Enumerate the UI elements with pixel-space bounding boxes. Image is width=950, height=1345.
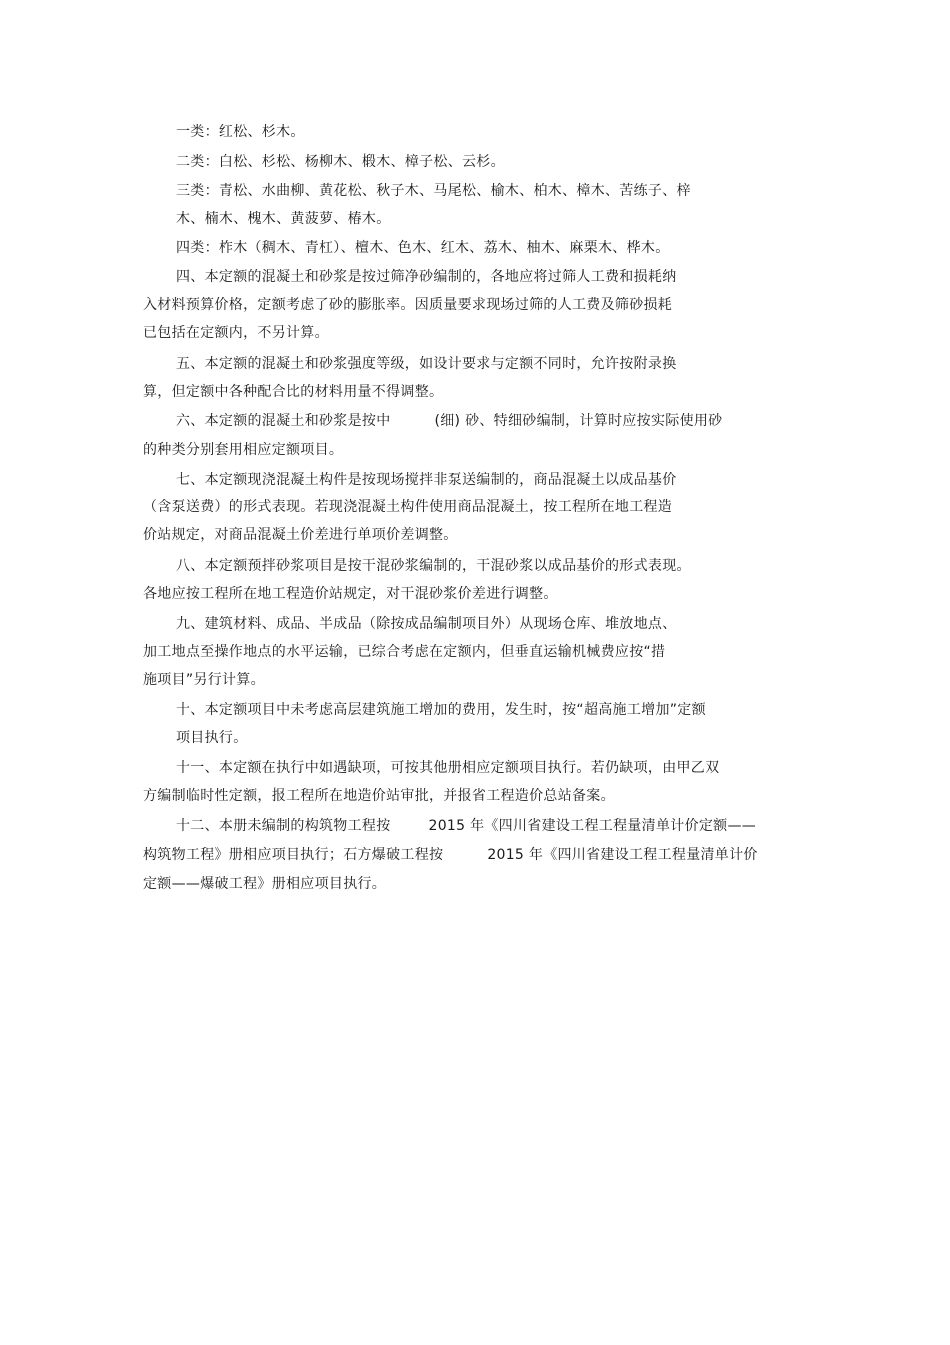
text-line: 加工地点至操作地点的水平运输，已综合考虑在定额内，但垂直运输机械费应按“措 [143, 644, 666, 660]
text-segment: 2015 年《四川省建设工程工程量清单计价定额—— [428, 818, 757, 834]
text-line: 方编制临时性定额，报工程所在地造价站审批，并报省工程造价总站备案。 [143, 788, 615, 804]
text-line: 一类：红松、杉木。 [176, 124, 305, 140]
text-segment: (细) 砂、特细砂编制，计算时应按实际使用砂 [434, 413, 723, 429]
text-line: 三类：青松、水曲柳、黄花松、秋子木、马尾松、榆木、柏木、樟木、苦练子、梓 [176, 183, 691, 199]
text-line [176, 816, 756, 836]
text-segment: 2015 年《四川省建设工程工程量清单计价 [487, 847, 758, 863]
text-line: 八、本定额预拌砂浆项目是按干混砂浆编制的，干混砂浆以成品基价的形式表现。 [176, 558, 691, 574]
text-line [176, 411, 722, 431]
text-line: 入材料预算价格，定额考虑了砂的膨胀率。因质量要求现场过筛的人工费及筛砂损耗 [143, 297, 673, 313]
text-line: 项目执行。 [176, 730, 248, 746]
text-line: 已包括在定额内，不另计算。 [143, 325, 329, 341]
text-segment: 六、本定额的混凝土和砂浆是按中 [176, 413, 391, 429]
text-line: 四、本定额的混凝土和砂浆是按过筛净砂编制的，各地应将过筛人工费和损耗纳 [176, 269, 677, 285]
text-line: 十、本定额项目中未考虑高层建筑施工增加的费用，发生时，按“超高施工增加”定额 [176, 702, 706, 718]
text-line: 算，但定额中各种配合比的材料用量不得调整。 [143, 384, 444, 400]
text-segment: 构筑物工程》册相应项目执行；石方爆破工程按 [143, 847, 444, 863]
text-line: 七、本定额现浇混凝土构件是按现场搅拌非泵送编制的，商品混凝土以成品基价 [176, 472, 677, 488]
text-line: 各地应按工程所在地工程造价站规定，对干混砂浆价差进行调整。 [143, 586, 558, 602]
text-line: 木、楠木、槐木、黄菠萝、椿木。 [176, 211, 391, 227]
text-line: 的种类分别套用相应定额项目。 [143, 442, 344, 458]
text-line [143, 845, 758, 865]
text-line: （含泵送费）的形式表现。若现浇混凝土构件使用商品混凝土，按工程所在地工程造 [143, 499, 673, 515]
text-line: 施项目”另行计算。 [143, 672, 265, 688]
text-segment: 十二、本册未编制的构筑物工程按 [176, 818, 391, 834]
text-line: 十一、本定额在执行中如遇缺项，可按其他册相应定额项目执行。若仍缺项，由甲乙双 [176, 760, 720, 776]
text-line: 定额——爆破工程》册相应项目执行。 [143, 876, 387, 892]
text-line: 九、建筑材料、成品、半成品（除按成品编制项目外）从现场仓库、堆放地点、 [176, 616, 677, 632]
text-line: 价站规定，对商品混凝土价差进行单项价差调整。 [143, 527, 458, 543]
text-line: 五、本定额的混凝土和砂浆强度等级，如设计要求与定额不同时，允许按附录换 [176, 356, 677, 372]
text-line: 二类：白松、杉松、杨柳木、椴木、樟子松、云杉。 [176, 154, 505, 170]
text-line: 四类：柞木（稠木、青杠）、檀木、色木、红木、荔木、柚木、麻栗木、桦木。 [176, 240, 670, 256]
